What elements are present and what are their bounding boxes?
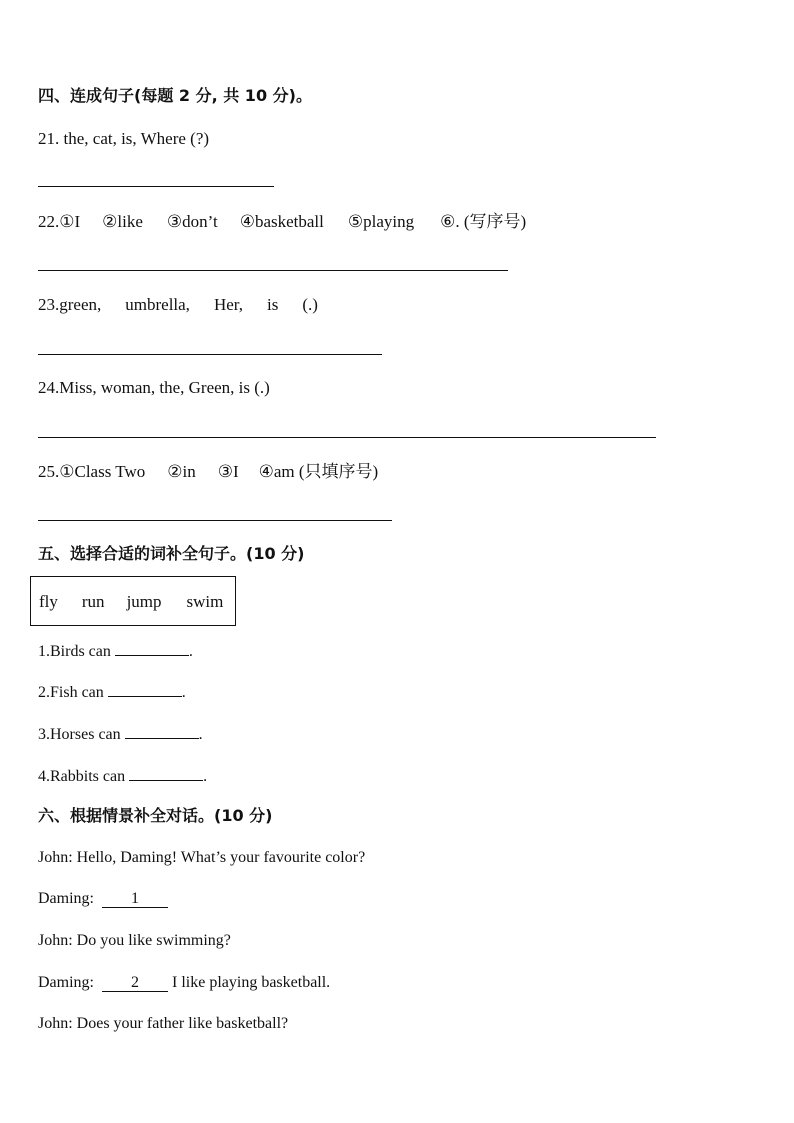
fill-question-1: [38, 640, 193, 662]
speaker: John:: [38, 1015, 73, 1032]
option-1: ①Class Two: [59, 462, 146, 481]
option-3: ③I: [217, 462, 239, 481]
word-5: (.): [302, 295, 318, 314]
question-text: 3.Horses can: [38, 726, 121, 743]
dialogue-line-5: [38, 1014, 288, 1034]
question-number: 22.: [38, 212, 60, 231]
option-2: ②like: [102, 212, 143, 231]
question-21: 21. the, cat, is, Where (?): [38, 129, 210, 148]
end-mark: .: [198, 726, 203, 743]
speaker: John:: [38, 849, 73, 866]
answer-line-24[interactable]: [38, 437, 656, 438]
answer-blank[interactable]: [129, 765, 203, 781]
end-mark: .: [188, 643, 193, 660]
word-bank-item: jump: [126, 592, 162, 611]
dialogue-line-2: [38, 889, 168, 909]
section4-heading: 四、连成句子(每题 2 分, 共 10 分)。: [38, 86, 312, 105]
option-3: ③don’t: [166, 212, 218, 231]
question-25: [38, 462, 378, 482]
speaker: Daming:: [38, 890, 94, 907]
dialogue-line-4: [38, 973, 330, 993]
speaker: John:: [38, 932, 73, 949]
answer-blank[interactable]: [108, 681, 182, 697]
question-text: 4.Rabbits can: [38, 768, 126, 785]
option-2: ②in: [167, 462, 196, 481]
blank-number: 1: [102, 891, 168, 908]
question-23: [38, 295, 318, 315]
question-note: (只填序号): [298, 462, 379, 481]
word-bank-item: fly: [39, 592, 58, 611]
question-note: (写序号): [463, 212, 527, 231]
question-number: 23.: [38, 295, 60, 314]
dialogue-line-3: [38, 931, 231, 951]
question-number: 25.: [38, 462, 60, 481]
option-4: ④am: [258, 462, 295, 481]
dialogue-line-1: [38, 848, 365, 868]
word-1: green,: [59, 295, 102, 314]
section5-heading: 五、选择合适的词补全句子。(10 分): [38, 544, 305, 563]
option-5: ⑤playing: [347, 212, 415, 231]
word-bank: [30, 576, 236, 626]
word-2: umbrella,: [125, 295, 190, 314]
answer-line-21[interactable]: [38, 186, 274, 187]
dialogue-blank-1[interactable]: [102, 889, 168, 909]
question-24: 24.Miss, woman, the, Green, is (.): [38, 378, 270, 397]
fill-question-2: [38, 681, 186, 703]
fill-question-4: [38, 765, 207, 787]
question-text: 2.Fish can: [38, 684, 104, 701]
word-3: Her,: [213, 295, 243, 314]
fill-question-3: [38, 723, 203, 745]
dialogue-text: Does your father like basketball?: [76, 1015, 289, 1032]
answer-line-25[interactable]: [38, 520, 392, 521]
word-bank-item: run: [81, 592, 105, 611]
question-text: 1.Birds can: [38, 643, 111, 660]
dialogue-blank-2[interactable]: [102, 973, 168, 993]
section6-heading: 六、根据情景补全对话。(10 分): [38, 806, 273, 825]
end-mark: .: [181, 684, 186, 701]
speaker: Daming:: [38, 974, 94, 991]
option-4: ④basketball: [239, 212, 324, 231]
blank-number: 2: [102, 975, 168, 992]
option-1: ①I: [59, 212, 81, 231]
end-mark: .: [203, 768, 208, 785]
word-4: is: [267, 295, 279, 314]
question-22: [38, 212, 526, 232]
option-6: ⑥.: [440, 212, 460, 231]
answer-blank[interactable]: [125, 723, 199, 739]
dialogue-text: I like playing basketball.: [172, 974, 331, 991]
answer-line-22[interactable]: [38, 270, 508, 271]
word-bank-item: swim: [186, 592, 224, 611]
dialogue-text: Do you like swimming?: [76, 932, 231, 949]
answer-line-23[interactable]: [38, 354, 382, 355]
dialogue-text: Hello, Daming! What’s your favourite color?: [76, 849, 366, 866]
answer-blank[interactable]: [115, 640, 189, 656]
